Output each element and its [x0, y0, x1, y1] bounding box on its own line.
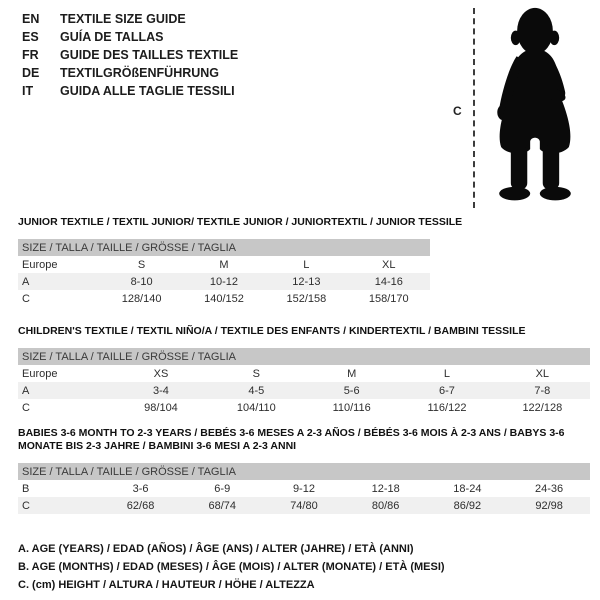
- children-textile-section: [18, 325, 590, 416]
- footnote-c: C. (cm) HEIGHT / ALTURA / HAUTEUR / HÖHE / ALTEZZA: [18, 579, 315, 591]
- size-cell: 92/98: [508, 497, 590, 514]
- size-cell: M: [219, 258, 229, 271]
- row-label: A: [18, 382, 113, 399]
- table-row-height: [18, 399, 590, 416]
- lang-label: TEXTILE SIZE GUIDE: [60, 12, 186, 26]
- size-cell: 68/74: [181, 497, 263, 514]
- size-cell: 158/170: [368, 292, 409, 305]
- lang-row-en: [22, 10, 238, 28]
- size-cell: M: [347, 367, 357, 380]
- size-cell: 12-13: [265, 273, 347, 290]
- size-cell: 18-24: [453, 482, 482, 495]
- table-row-europe: [18, 256, 430, 273]
- size-header-bar: SIZE / TALLA / TAILLE / GRÖSSE / TAGLIA: [18, 348, 590, 365]
- row-label: A: [18, 273, 100, 290]
- size-cell: 110/116: [332, 401, 371, 414]
- size-cell: 24-36: [535, 482, 564, 495]
- size-cell: 104/110: [236, 401, 276, 414]
- size-cell: 14-16: [348, 273, 430, 290]
- footnotes: [18, 540, 590, 594]
- lang-code: EN: [22, 12, 40, 26]
- row-label: B: [22, 482, 30, 495]
- size-cell: S: [137, 258, 146, 271]
- table-row-europe: [18, 365, 590, 382]
- height-measure-label: C: [453, 104, 462, 118]
- size-header-row: [18, 348, 590, 365]
- size-cell: S: [252, 367, 260, 380]
- lang-label: GUIDE DES TAILLES TEXTILE: [60, 48, 239, 62]
- size-cell: 128/140: [121, 292, 162, 305]
- size-cell: 86/92: [427, 497, 509, 514]
- size-cell: 7-8: [495, 382, 590, 399]
- size-cell: 9-12: [292, 482, 315, 495]
- language-header: [22, 10, 238, 100]
- size-cell: XS: [153, 367, 169, 380]
- size-cell: 62/68: [100, 497, 182, 514]
- lang-code: ES: [22, 30, 39, 44]
- lang-code: DE: [22, 66, 40, 80]
- size-cell: 74/80: [263, 497, 345, 514]
- size-cell: 3-6: [132, 482, 149, 495]
- height-figure: [452, 6, 584, 212]
- size-cell: 152/158: [286, 292, 327, 305]
- size-cell: L: [303, 258, 310, 271]
- children-size-table: [18, 348, 590, 416]
- table-row-age: [18, 273, 430, 290]
- size-header-bar: SIZE / TALLA / TAILLE / GRÖSSE / TAGLIA: [18, 239, 430, 256]
- size-cell: XL: [535, 367, 550, 380]
- lang-code: IT: [22, 84, 34, 98]
- babies-size-table: [18, 463, 590, 514]
- size-cell: 122/128: [522, 401, 563, 414]
- size-cell: L: [443, 367, 451, 380]
- size-cell: 116/122: [427, 401, 467, 414]
- row-label: C: [18, 497, 100, 514]
- lang-row-de: [22, 64, 238, 82]
- lang-label: GUIDA ALLE TAGLIE TESSILI: [60, 84, 235, 98]
- row-label: C: [22, 292, 30, 305]
- row-label: C: [22, 401, 30, 414]
- children-table-title: CHILDREN'S TEXTILE / TEXTIL NIÑO/A / TEXTILE DES ENFANTS / KINDERTEXTIL / BAMBINI TESSILE: [18, 325, 526, 337]
- table-row-age: [18, 382, 590, 399]
- babies-table-title: BABIES 3-6 MONTH TO 2-3 YEARS / BEBÉS 3-6 MESES A 2-3 AÑOS / BÉBÉS 3-6 MOIS À 2-3 ANS / BABYS 3-6 MONATE BIS 2-3 JAHRE / BAMBINI 3-6 MESI A 2-3 ANNI: [18, 427, 565, 452]
- lang-code: FR: [22, 48, 39, 62]
- size-header-row: [18, 463, 590, 480]
- lang-row-es: [22, 28, 238, 46]
- row-label: Europe: [22, 258, 58, 271]
- lang-row-fr: [22, 46, 238, 64]
- lang-row-it: [22, 82, 238, 100]
- baby-silhouette-icon: [486, 6, 584, 211]
- row-label: Europe: [22, 367, 58, 380]
- size-cell: 10-12: [183, 273, 265, 290]
- size-header-bar: SIZE / TALLA / TAILLE / GRÖSSE / TAGLIA: [18, 463, 590, 480]
- footnote-b: B. AGE (MONTHS) / EDAD (MESES) / ÂGE (MOIS) / ALTER (MONATE) / ETÀ (MESI): [18, 561, 445, 573]
- junior-table-title: JUNIOR TEXTILE / TEXTIL JUNIOR/ TEXTILE JUNIOR / JUNIORTEXTIL / JUNIOR TESSILE: [18, 216, 463, 228]
- table-row-height: [18, 497, 590, 514]
- footnote-a: A. AGE (YEARS) / EDAD (AÑOS) / ÂGE (ANS) / ALTER (JAHRE) / ETÀ (ANNI): [18, 543, 414, 555]
- junior-textile-section: [18, 216, 590, 307]
- size-cell: 6-9: [214, 482, 231, 495]
- babies-textile-section: [18, 427, 590, 514]
- tables-content: [18, 216, 590, 594]
- size-cell: 80/86: [345, 497, 427, 514]
- lang-label: GUÍA DE TALLAS: [60, 30, 164, 44]
- size-header-row: [18, 239, 430, 256]
- junior-size-table: [18, 239, 430, 307]
- size-cell: 8-10: [100, 273, 182, 290]
- size-cell: 3-4: [113, 382, 208, 399]
- size-cell: 12-18: [371, 482, 400, 495]
- size-cell: XL: [382, 258, 396, 271]
- size-cell: 5-6: [304, 382, 399, 399]
- size-cell: 140/152: [204, 292, 244, 305]
- size-cell: 98/104: [144, 401, 178, 414]
- table-row-height: [18, 290, 430, 307]
- height-dotted-line: [473, 8, 475, 208]
- lang-label: TEXTILGRÖßENFÜHRUNG: [60, 66, 220, 80]
- table-row-months: [18, 480, 590, 497]
- size-cell: 4-5: [209, 382, 304, 399]
- size-cell: 6-7: [399, 382, 494, 399]
